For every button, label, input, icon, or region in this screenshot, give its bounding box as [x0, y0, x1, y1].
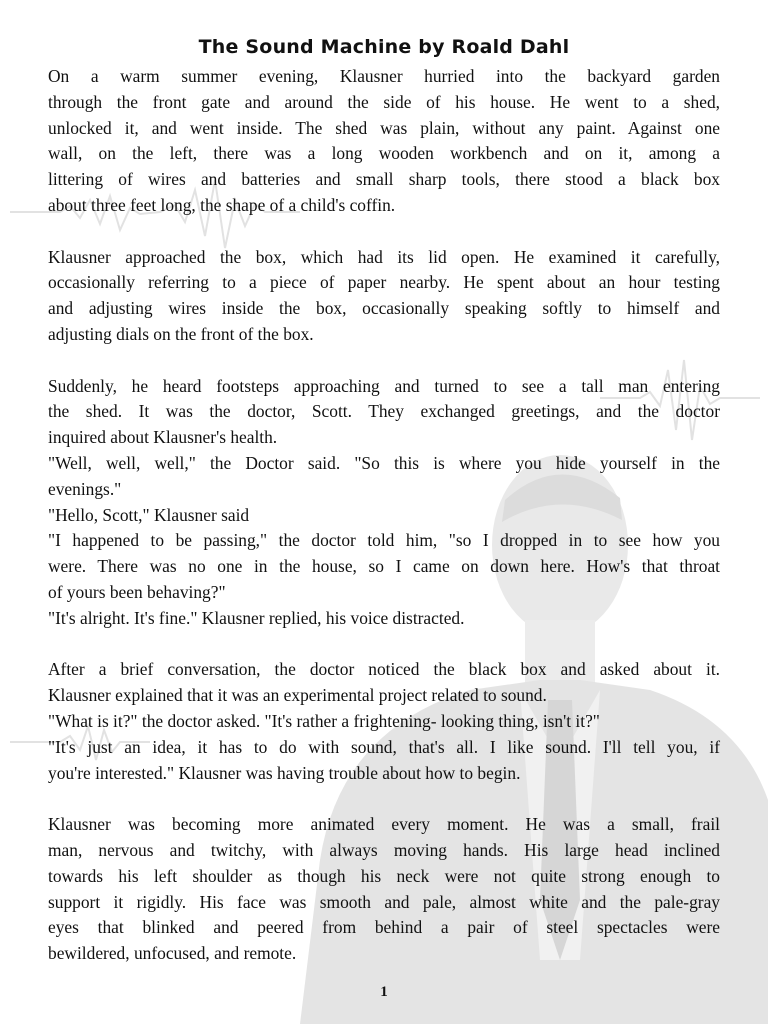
paragraph — [48, 245, 720, 348]
text-line: through the front gate and around the side of his house. He went to a shed, — [48, 91, 720, 112]
text-line: you're interested." Klausner was having trouble about how to begin. — [48, 762, 521, 783]
page-number: 1 — [380, 984, 388, 1000]
paragraph — [48, 606, 720, 632]
text-line: inquired about Klausner's health. — [48, 427, 278, 448]
paragraph — [48, 374, 720, 451]
paragraph — [48, 812, 720, 967]
text-line: and adjusting wires inside the box, occasionally speaking softly to himself and — [48, 298, 720, 319]
document-title: The Sound Machine by Roald Dahl — [198, 36, 570, 58]
text-line: "It's just an idea, it has to do with sound, that's all. I like sound. I'll tell you, if — [48, 736, 720, 757]
paragraph — [48, 657, 720, 709]
text-line: eyes that blinked and peered from behind a pair of steel spectacles were — [48, 917, 720, 938]
text-line: the shed. It was the doctor, Scott. They exchanged greetings, and the doctor — [48, 401, 720, 422]
text-line: man, nervous and twitchy, with always moving hands. His large head inclined — [48, 839, 720, 860]
text-line: On a warm summer evening, Klausner hurried into the backyard garden — [48, 66, 720, 86]
text-line: were. There was no one in the house, so I came on down here. How's that throat — [48, 556, 720, 577]
text-line: Klausner explained that it was an experimental project related to sound. — [48, 685, 547, 706]
text-line: about three feet long, the shape of a child's coffin. — [48, 194, 396, 215]
text-line: evenings." — [48, 478, 122, 499]
document-body — [48, 34, 720, 967]
paragraph — [48, 64, 720, 219]
text-line: "What is it?" the doctor asked. "It's rather a frightening- looking thing, isn't it?" — [48, 710, 600, 731]
text-line: "It's alright. It's fine." Klausner replied, his voice distracted. — [48, 607, 465, 628]
text-line: support it rigidly. His face was smooth and pale, almost white and the pale-gray — [48, 891, 720, 912]
text-line: littering of wires and batteries and small sharp tools, there stood a black box — [48, 169, 720, 190]
text-line: unlocked it, and went inside. The shed was plain, without any paint. Against one — [48, 117, 720, 138]
text-line: of yours been behaving?" — [48, 581, 226, 602]
text-line: After a brief conversation, the doctor noticed the black box and asked about it. — [48, 659, 720, 680]
paragraph — [48, 451, 720, 503]
text-line: "I happened to be passing," the doctor told him, "so I dropped in to see how you — [48, 530, 720, 551]
text-line: occasionally referring to a piece of paper nearby. He spent about an hour testing — [48, 272, 720, 293]
paragraph — [48, 709, 720, 735]
paragraph — [48, 735, 720, 787]
text-line: adjusting dials on the front of the box. — [48, 323, 314, 344]
text-line: towards his left shoulder as though his neck were not quite strong enough to — [48, 865, 720, 886]
text-line: Klausner approached the box, which had its lid open. He examined it carefully, — [48, 246, 720, 267]
paragraph — [48, 503, 720, 529]
text-line: Klausner was becoming more animated every moment. He was a small, frail — [48, 814, 720, 835]
text-line: Suddenly, he heard footsteps approaching and turned to see a tall man entering — [48, 375, 720, 396]
text-line: "Hello, Scott," Klausner said — [48, 504, 250, 525]
text-line: wall, on the left, there was a long wooden workbench and on it, among a — [48, 143, 720, 164]
paragraph — [48, 528, 720, 605]
text-line: "Well, well, well," the Doctor said. "So this is where you hide yourself in the — [48, 452, 720, 473]
text-line: bewildered, unfocused, and remote. — [48, 943, 297, 964]
